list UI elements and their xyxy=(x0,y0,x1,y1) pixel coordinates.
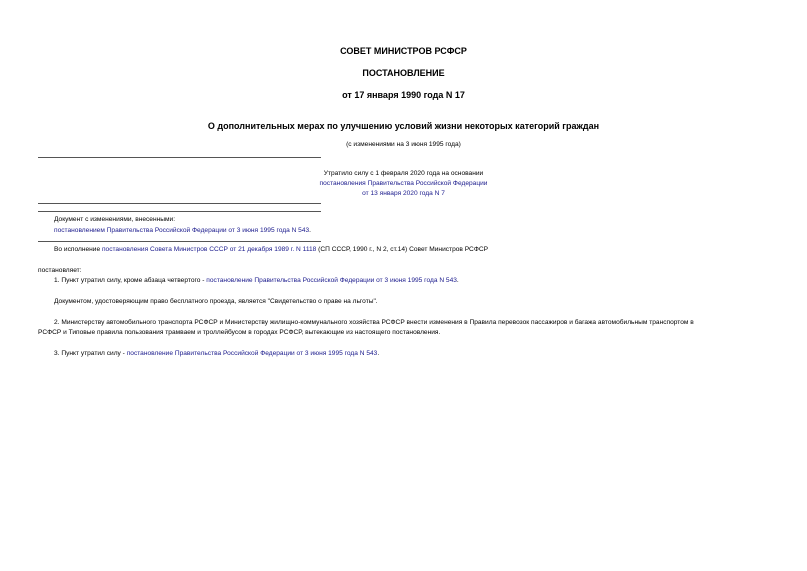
item-3-link[interactable]: постановление Правительства Российской Федерации от 3 июня 1995 года N 543 xyxy=(126,350,378,357)
item-3-text: 3. Пункт утратил силу - xyxy=(54,350,127,357)
divider-rule xyxy=(38,157,321,158)
item-1-link[interactable]: постановление Правительства Российской Федерации от 3 июня 1995 года N 543 xyxy=(206,277,457,284)
preamble-link[interactable]: постановления Совета Министров СССР от 21 декабря 1989 г. N 1118 xyxy=(101,246,317,253)
amendment-link-suffix: . xyxy=(309,227,312,234)
edition-note: (с изменениями на 3 июня 1995 года) xyxy=(346,141,461,148)
item-1-paragraph: Документом, удостоверяющим право бесплатного проезда, является "Свидетельство о праве на льготы". xyxy=(54,298,378,305)
divider-rule xyxy=(38,241,321,242)
basis-link-line-1[interactable]: постановления Правительства Российской Федерации xyxy=(319,180,488,187)
resolves-text: постановляет: xyxy=(38,267,82,274)
lost-force-note: Утратило силу с 1 февраля 2020 года на основании xyxy=(323,170,484,177)
divider-rule xyxy=(38,203,321,204)
preamble-suffix: (СП СССР, 1990 г., N 2, ст.14) Совет Министров РСФСР xyxy=(316,246,488,253)
preamble-prefix: Во исполнение xyxy=(54,246,102,253)
divider-rule xyxy=(38,211,321,212)
document-title: О дополнительных мерах по улучшению условий жизни некоторых категорий граждан xyxy=(207,121,600,131)
item-3-end: . xyxy=(377,350,380,357)
basis-link-line-2[interactable]: от 13 января 2020 года N 7 xyxy=(362,190,445,197)
item-1 xyxy=(54,277,459,284)
document-date-number: от 17 января 1990 года N 17 xyxy=(342,90,465,100)
item-2-line-1: 2. Министерству автомобильного транспорта РСФСР и Министерству жилищно-коммунального хозяйства РСФСР внести изменения в Правила перевозок пассажиров и багажа автомобильным транспортом в xyxy=(54,319,694,326)
item-2-line-2: РСФСР и Типовые правила пользования трамваем и троллейбусом в городах РСФСР, вытекающие из настоящего постановления. xyxy=(38,329,441,336)
item-1-text: 1. Пункт утратил силу, кроме абзаца четвертого - xyxy=(54,277,207,284)
item-1-end: . xyxy=(456,277,459,284)
preamble xyxy=(54,246,488,253)
item-3 xyxy=(54,350,379,357)
amendment-link[interactable]: постановлением Правительства Российской Федерации от 3 июня 1995 года N 543 xyxy=(54,227,310,234)
amendments-line xyxy=(54,227,311,234)
document-type: ПОСТАНОВЛЕНИЕ xyxy=(362,68,445,78)
council-name: СОВЕТ МИНИСТРОВ РСФСР xyxy=(340,46,467,56)
amendments-label: Документ с изменениями, внесенными: xyxy=(54,216,176,223)
